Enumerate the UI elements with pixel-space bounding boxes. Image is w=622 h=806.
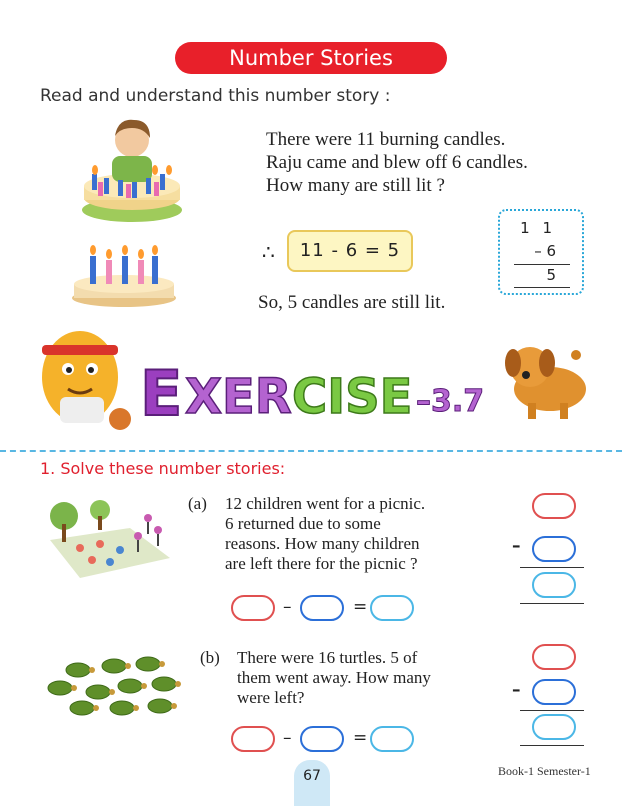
picnic-illustration xyxy=(40,500,180,582)
story-text xyxy=(266,128,586,197)
story-line-3: How many are still lit ? xyxy=(266,175,445,196)
vertical-divider xyxy=(514,264,570,265)
vertical-subtrahend: – 6 xyxy=(534,242,556,260)
vertical-top-number: 1 1 xyxy=(520,219,556,237)
b-vertical-line xyxy=(520,710,584,711)
exercise-banner xyxy=(20,315,610,445)
therefore-symbol: ∴ xyxy=(262,240,275,264)
b-vertical-answer-input[interactable] xyxy=(532,714,576,740)
a-vertical-answer-input[interactable] xyxy=(532,572,576,598)
question-b-line-1: There were 16 turtles. 5 of xyxy=(237,648,418,667)
question-a-line-3: reasons. How many children xyxy=(225,534,420,553)
b-vertical-subtrahend-input[interactable] xyxy=(532,679,576,705)
boy-blowing-candles-illustration xyxy=(78,112,198,224)
svg-text:–3.7: –3.7 xyxy=(416,384,485,419)
story-line-1: There were 11 burning candles. xyxy=(266,129,506,150)
svg-text:XER: XER xyxy=(185,369,292,425)
question-a-label: (a) xyxy=(188,494,207,513)
svg-text:CISE: CISE xyxy=(292,369,413,425)
b-answer-input[interactable] xyxy=(370,726,414,752)
book-label: Book-1 Semester-1 xyxy=(498,764,591,778)
b-vertical-underline xyxy=(520,745,584,746)
story-conclusion: So, 5 candles are still lit. xyxy=(258,292,446,312)
intro-text: Read and understand this number story : xyxy=(40,86,391,106)
page-title: Number Stories xyxy=(175,42,447,74)
b-vertical-minus-sign: – xyxy=(512,680,521,700)
a-vertical-subtrahend-input[interactable] xyxy=(532,536,576,562)
lit-candles-cake-illustration xyxy=(66,240,186,310)
b-subtrahend-input[interactable] xyxy=(300,726,344,752)
a-vertical-minus-sign: – xyxy=(512,536,521,556)
mascot-character-illustration xyxy=(42,331,131,430)
question-a-line-1: 12 children went for a picnic. xyxy=(225,494,426,513)
question-b-text xyxy=(237,648,431,708)
story-line-2: Raju came and blew off 6 candles. xyxy=(266,152,528,173)
vertical-result: 5 xyxy=(546,266,556,284)
a-vertical-minuend-input[interactable] xyxy=(532,493,576,519)
section-divider xyxy=(0,450,622,452)
question-a-text xyxy=(225,494,425,574)
b-equals-sign: = xyxy=(353,728,368,748)
dog-illustration xyxy=(505,347,586,419)
question-a-line-2: 6 returned due to some xyxy=(225,514,381,533)
a-subtrahend-input[interactable] xyxy=(300,595,344,621)
page-number: 67 xyxy=(294,760,330,806)
a-answer-input[interactable] xyxy=(370,595,414,621)
a-vertical-line xyxy=(520,567,584,568)
b-minuend-input[interactable] xyxy=(231,726,275,752)
b-vertical-minuend-input[interactable] xyxy=(532,644,576,670)
a-equals-sign: = xyxy=(353,597,368,617)
svg-text:E: E xyxy=(140,357,183,430)
b-minus-sign: – xyxy=(283,728,292,748)
question-heading: 1. Solve these number stories: xyxy=(40,459,286,478)
vertical-subtraction-box xyxy=(498,209,584,295)
a-minus-sign: – xyxy=(283,597,292,617)
question-b-line-3: were left? xyxy=(237,688,305,707)
question-a-line-4: are left there for the picnic ? xyxy=(225,554,418,573)
a-vertical-underline xyxy=(520,603,584,604)
equation-box: 11 - 6 = 5 xyxy=(287,230,413,272)
a-minuend-input[interactable] xyxy=(231,595,275,621)
vertical-underline xyxy=(514,287,570,288)
turtles-illustration xyxy=(38,648,188,720)
question-b-line-2: them went away. How many xyxy=(237,668,431,687)
question-b-label: (b) xyxy=(200,648,220,667)
